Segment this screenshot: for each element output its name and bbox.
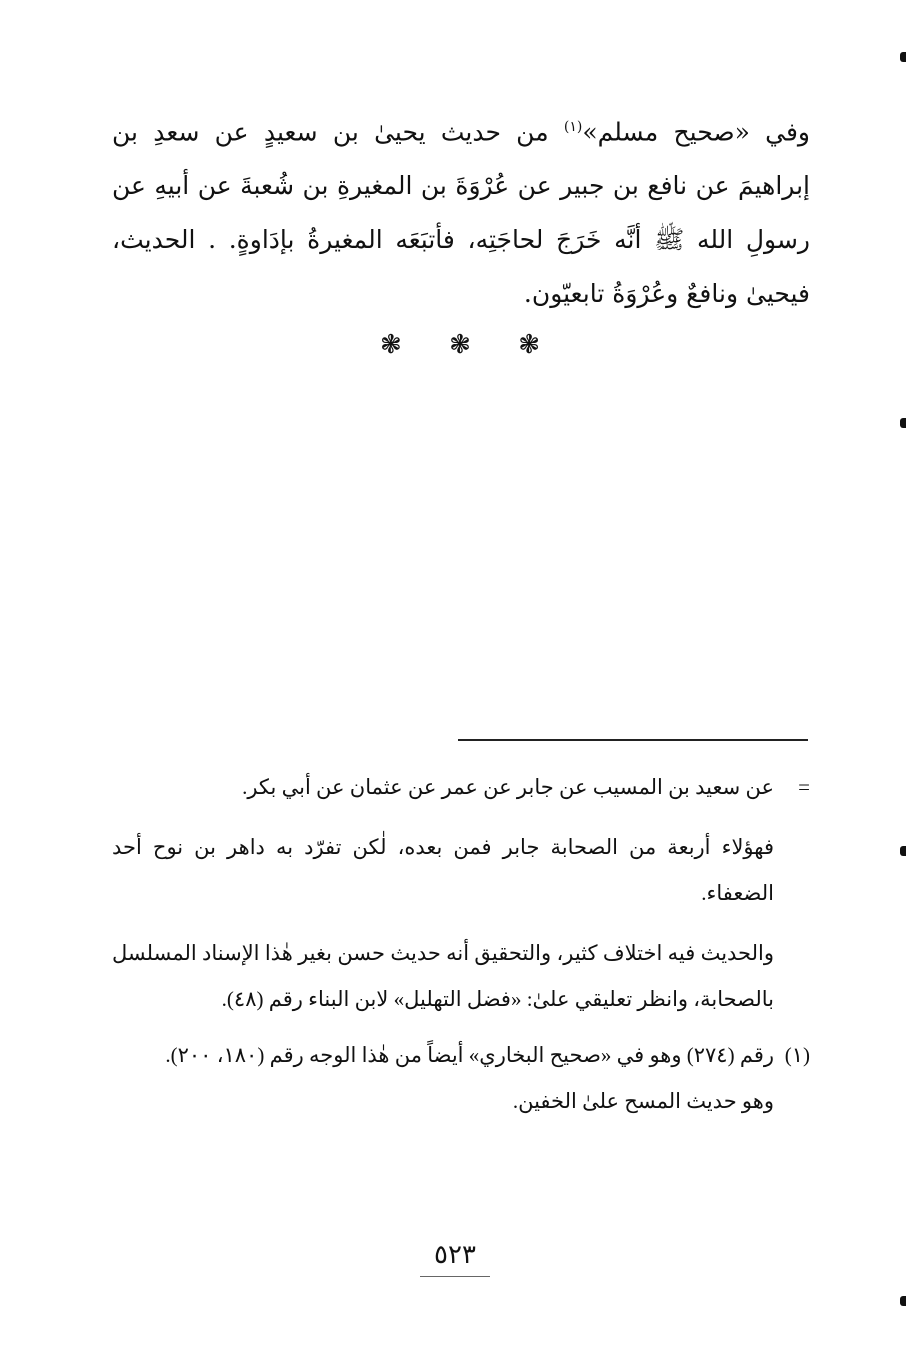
footnote-paragraph: والحديث فيه اختلاف كثير، والتحقيق أنه حديث حسن بغير هٰذا الإسناد المسلسل بالصحابة، وانظر تعليقي علىٰ: «فضل التهليل» لابن البناء رقم (٤٨). [112, 941, 774, 1011]
footnotes-section [112, 764, 810, 1124]
footnote-paragraph: فهؤلاء أربعة من الصحابة جابر فمن بعده، لٰكن تفرّد به داهر بن نوح أحد الضعفاء. [112, 835, 774, 905]
main-text-block [112, 100, 810, 321]
paragraph-opening: وفي «صحيح مسلم» [582, 117, 810, 147]
separator-star-icon: ❃ [449, 330, 471, 360]
page-number-label: ٥٢٣ [434, 1240, 476, 1270]
continuation-text: عن سعيد بن المسيب عن جابر عن عمر عن عثمان عن أبي بكر. [242, 775, 774, 799]
page-edge-mark [900, 52, 906, 62]
page-edge-mark [900, 418, 906, 428]
footnote-item [112, 1032, 810, 1124]
section-separator [380, 330, 540, 360]
footnote-number: (١) [784, 1043, 810, 1067]
page-edge-mark [900, 846, 906, 856]
separator-star-icon: ❃ [518, 330, 540, 360]
footnote-line: وهو حديث المسح علىٰ الخفين. [512, 1089, 774, 1113]
footnote-reference[interactable]: (١) [563, 119, 583, 135]
page-number-underline [420, 1276, 490, 1277]
continuation-marker: = [798, 775, 810, 799]
footnote-line: رقم (٢٧٤) وهو في «صحيح البخاري» أيضاً من هٰذا الوجه رقم (١٨٠، ٢٠٠). [165, 1043, 774, 1067]
page-edge-mark [900, 1296, 906, 1306]
page-number [400, 1240, 510, 1277]
footnote-divider [458, 739, 808, 741]
separator-star-icon: ❃ [380, 330, 402, 360]
footnote-continuation [112, 764, 810, 810]
main-paragraph [112, 100, 810, 321]
footnote-body [112, 1032, 774, 1124]
paragraph-body: من حديث يحيىٰ بن سعيدٍ عن سعدِ بن إبراهيمَ عن نافع بن جبير عن عُرْوَةَ بن المغيرةِ بن شُعبةَ عن أبيهِ عن رسولِ الله ﷺ أنَّه خَرَجَ لحاجَتِه، فأتبَعَه المغيرةُ بإدَاوةٍ. . الحديث، فيحيىٰ ونافعٌ وعُرْوَةُ تابعيّون. [112, 117, 810, 309]
